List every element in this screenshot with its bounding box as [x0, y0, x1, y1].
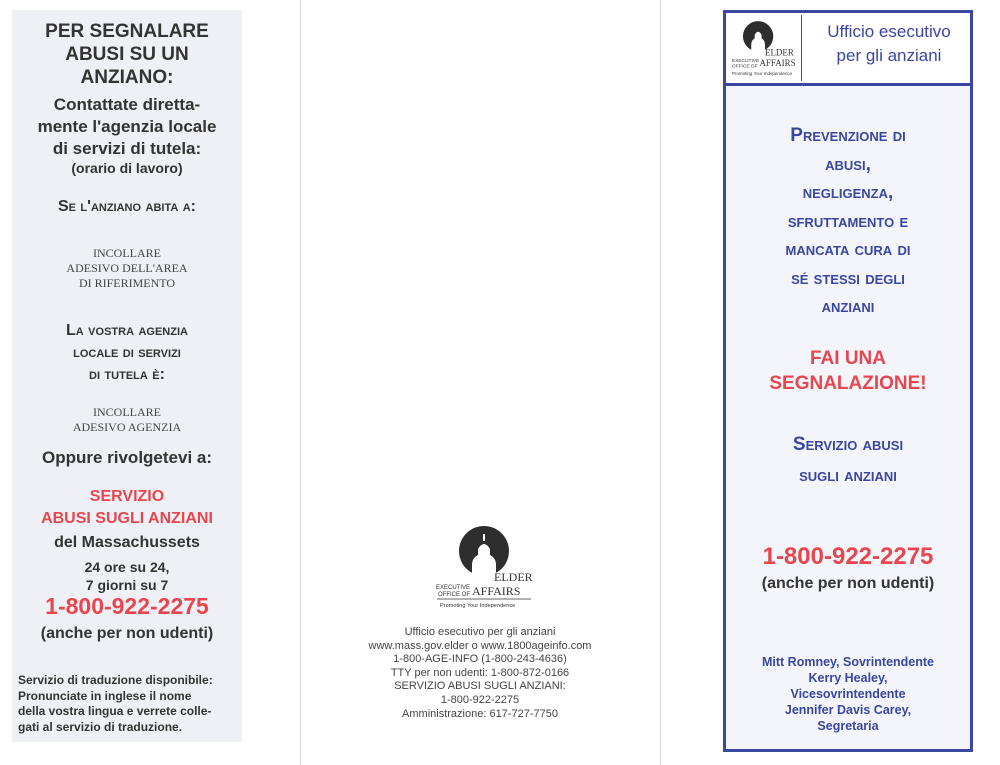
contact-office-name: Ufficio esecutivo per gli anziani [404, 626, 556, 638]
contact-agency-text [12, 94, 242, 160]
heading-line: PER SEGNALARE [45, 21, 209, 42]
contact-line: di servizi di tutela: [52, 139, 202, 158]
elder-affairs-logo [434, 525, 534, 615]
prevention-line: abusi, [825, 153, 871, 175]
contact-line: mente l'agenzia locale [37, 117, 217, 136]
report-line: SEGNALAZIONE! [769, 373, 927, 394]
contact-websites[interactable]: www.mass.gov.elder o www.1800ageinfo.com [368, 639, 592, 652]
heading-line: ANZIANO: [80, 67, 174, 88]
your-agency-label [12, 320, 242, 386]
prevention-line: anziani [821, 296, 875, 317]
prevention-line: negligenza, [802, 182, 894, 203]
dome-spire [483, 534, 485, 541]
contact-tty-phone: TTY per non udenti: 1-800-872-0166 [390, 666, 570, 679]
logo-executive-text: EXECUTIVE [731, 58, 760, 64]
prevention-line: mancata cura di [785, 239, 911, 260]
sticker-line: ADESIVO AGENZIA [72, 420, 182, 434]
right-panel [660, 0, 1000, 765]
cover-hotline-number: 1-800-922-2275 [762, 543, 934, 570]
translation-line: gati al servizio di traduzione. [18, 719, 183, 734]
elder-abuse-service-title [12, 486, 242, 530]
office-hours-text: (orario di lavoro) [71, 160, 183, 176]
service-line: ABUSI SUGLI ANZIANI [41, 510, 213, 527]
contact-abuse-phone: 1-800-922-2275 [440, 693, 520, 706]
make-a-report-callout [726, 346, 970, 396]
sticker-line: INCOLLARE [93, 246, 161, 260]
service-line: SERVIZIO [89, 488, 165, 505]
contact-administration-phone: Amministrazione: 617-727-7750 [402, 707, 558, 720]
contact-age-info-phone: 1-800-AGE-INFO (1-800-243-4636) [393, 653, 567, 666]
abuse-service-title [726, 429, 970, 491]
contact-line: Contattate diretta- [53, 95, 201, 114]
official-line: Mitt Romney, Sovrintendente [761, 655, 934, 669]
official-line: Segretaria [817, 719, 879, 733]
official-line: Kerry Healey, [808, 671, 888, 685]
logo-office-of-text: OFFICE OF [731, 64, 758, 70]
office-name-line: Ufficio esecutivo [827, 22, 951, 41]
sticker-line: ADESIVO DELL'AREA [66, 261, 188, 275]
logo-elder-text: ELDER [765, 47, 794, 58]
logo-elder-text: ELDER [494, 570, 533, 584]
logo-affairs-text: AFFAIRS [759, 57, 796, 68]
officials-list [726, 654, 970, 734]
elder-affairs-logo-small [730, 17, 800, 79]
logo-affairs-text: AFFAIRS [472, 584, 521, 598]
translation-line: della vostra lingua e verrete colle- [18, 704, 212, 718]
hearing-impaired-note: (anche per non udenti) [40, 625, 214, 642]
logo-office-of-text: OFFICE OF [438, 592, 470, 598]
sticker-line: DI RIFERIMENTO [78, 276, 176, 290]
area-sticker-placeholder [12, 246, 242, 291]
middle-panel [300, 0, 660, 765]
office-name-line: per gli anziani [836, 46, 942, 65]
agency-line: La vostra agenzia [66, 322, 188, 339]
translation-service-note [18, 673, 240, 735]
heading-line: ABUSI SU UN [65, 44, 189, 65]
massachusetts-text: del Massachussets [54, 534, 200, 551]
prevention-line: Prevenzione di [790, 125, 906, 146]
or-contact-text: Oppure rivolgetevi a: [41, 448, 213, 467]
cover-hearing-impaired-note: (anche per non udenti) [761, 575, 935, 592]
left-panel [0, 0, 300, 765]
availability-text [12, 558, 242, 594]
prevention-line: sé stessi degli [791, 267, 905, 289]
office-name-title [810, 20, 968, 68]
service-line: Servizio abusi [792, 434, 904, 455]
hotline-phone-number: 1-800-922-2275 [45, 593, 209, 619]
translation-line: Servizio di traduzione disponibile: [18, 673, 213, 687]
translation-line: Pronunciate in inglese il nome [18, 688, 192, 703]
logo-tagline-text: Promoting Your Independence [440, 603, 516, 609]
logo-executive-text: EXECUTIVE [436, 585, 471, 591]
if-elder-lives-label: Se l'anziano abita a: [57, 198, 197, 215]
prevention-line: sfruttamento e [787, 210, 909, 232]
report-abuse-heading [12, 20, 242, 89]
agency-line: di tutela è: [89, 366, 165, 383]
prevention-title [726, 122, 970, 322]
report-line: FAI UNA [810, 348, 886, 369]
office-contact-block [340, 626, 620, 721]
official-line: Vicesovrintendente [790, 687, 906, 701]
agency-sticker-placeholder [12, 405, 242, 435]
availability-line: 7 giorni su 7 [85, 577, 169, 593]
service-line: sugli anziani [799, 465, 897, 486]
header-logo-box [728, 15, 802, 81]
sticker-line: INCOLLARE [93, 405, 161, 419]
logo-tagline-text: Promoting Your Independence [731, 70, 793, 76]
agency-line: locale di servizi [73, 344, 181, 361]
official-line: Jennifer Davis Carey, [784, 703, 912, 717]
contact-abuse-service-label: SERVIZIO ABUSI SUGLI ANZIANI: [394, 680, 566, 693]
availability-line: 24 ore su 24, [84, 559, 170, 575]
